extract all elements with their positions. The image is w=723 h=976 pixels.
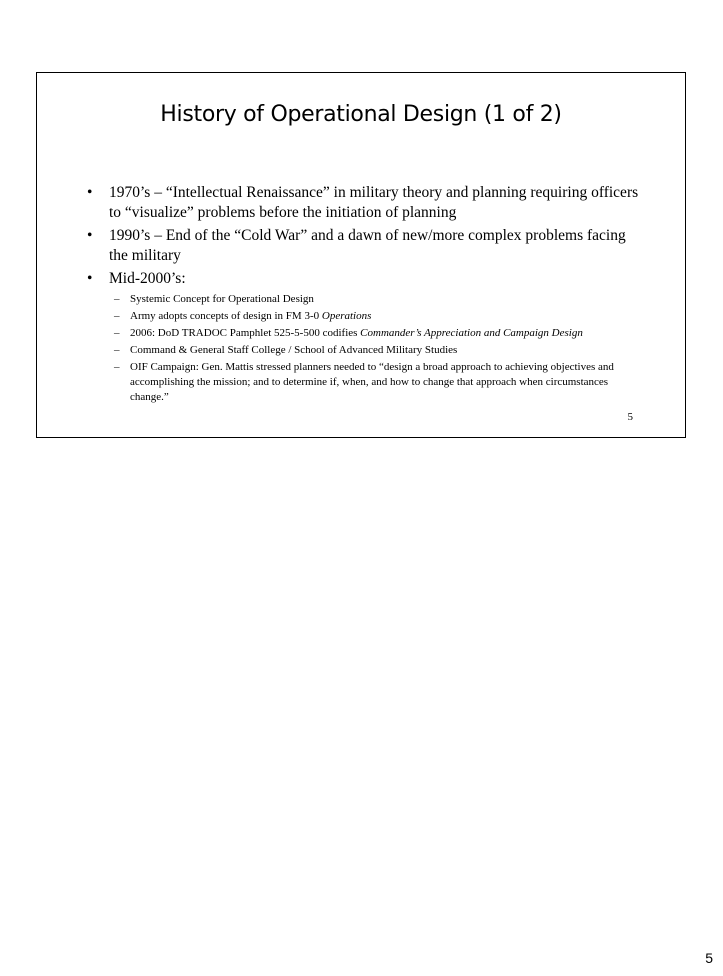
bullet-marker: • [87,270,93,287]
sub-bullet-marker: – [114,327,120,339]
sub-bullet-marker: – [114,361,120,373]
sub-bullet-item [109,343,645,358]
sub-bullet-item [109,326,645,341]
slide-frame [36,72,686,438]
slide-number: 5 [627,411,633,423]
sub-bullet-italic: Commander’s Appreciation and Campaign Design [360,327,583,339]
sub-bullet-text: Command & General Staff College / School of Advanced Military Studies [130,344,458,356]
bullet-item [85,183,645,223]
sub-bullet-marker: – [114,293,120,305]
sub-bullet-text: 2006: DoD TRADOC Pamphlet 525-5-500 codifies [130,327,361,339]
sub-bullet-marker: – [114,310,120,322]
bullet-marker: • [87,184,93,201]
bullet-list [85,183,645,408]
slide-title: History of Operational Design (1 of 2) [160,102,562,127]
page-number: 5 [705,950,713,966]
sub-bullet-list [109,292,645,405]
bullet-text: 1970’s – “Intellectual Renaissance” in military theory and planning requiring officers to “visualize” problems before the initiation of planning [109,184,639,221]
bullet-marker: • [87,227,93,244]
sub-bullet-item [109,360,645,405]
bullet-text: 1990’s – End of the “Cold War” and a dawn of new/more complex problems facing the military [109,227,626,264]
sub-bullet-item [109,309,645,324]
sub-bullet-marker: – [114,344,120,356]
sub-bullet-text: Systemic Concept for Operational Design [130,293,314,305]
bullet-item [85,269,645,405]
bullet-item [85,226,645,266]
sub-bullet-item [109,292,645,307]
sub-bullet-text: Army adopts concepts of design in FM 3-0 [130,310,322,322]
sub-bullet-text: OIF Campaign: Gen. Mattis stressed planners needed to “design a broad approach to achieving objectives and accomplishing the mission; and to determine if, when, and how to change that approach when circumstances change.” [130,361,614,403]
sub-bullet-italic: Operations [321,310,372,322]
bullet-text: Mid-2000’s: [109,270,186,287]
